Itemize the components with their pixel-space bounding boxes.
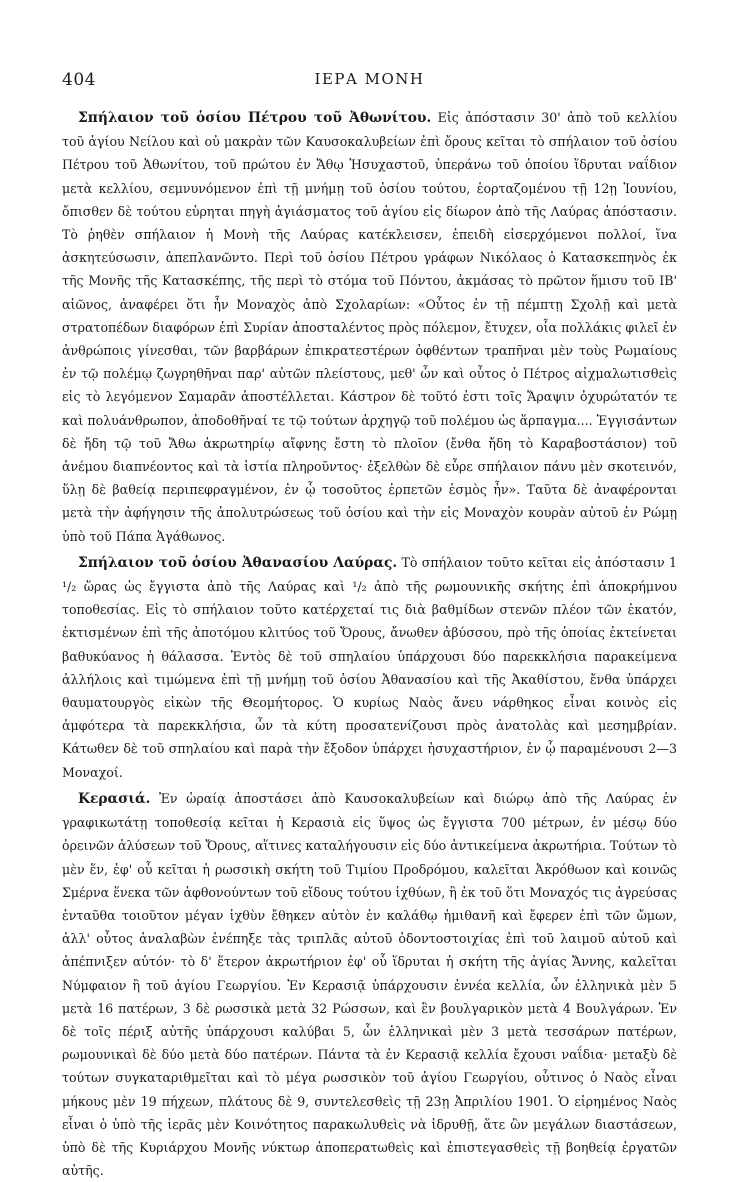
section-text: Ἐν ὡραίᾳ ἀποστάσει ἀπὸ Καυσοκαλυβείων καὶ διώρῳ ἀπὸ τῆς Λαύρας ἐν γραφικωτάτῃ τοποθεσίᾳ κεῖται ἡ Κερασιὰ εἰς ὕψος ὡς ἔγγιστα 700 μέτρων, ἐν μέσῳ δύο ὀρεινῶν ἁλύσεων τοῦ Ὄρους, αἵτινες καταλήγουσιν εἰς δύο ἀντικείμενα ἀκρωτήρια. Τούτων τὸ μὲν ἕν, ἐφ' οὗ κεῖται ἡ ρωσσικὴ σκήτη τοῦ Τιμίου Προδρόμου, καλεῖται Ἀκρόθωον καὶ κοινῶς Σμέρνα ἕνεκα τῶν ἀφθονούντων τοῦ εἴδους τούτου ἰχθύων, ἢ ἐκ τοῦ ὅτι Μοναχός τις ἀγρεύσας ἐνταῦθα τοιοῦτον μέγαν ἰχθὺν ἔθηκεν αὐτὸν ἐν καλάθῳ ἡμιθανῆ καὶ ἔφερεν ἐπὶ τῶν ὤμων, ἀλλ' οὗτος ἀναλαβὼν ἐνέπηξε τὰς τριπλᾶς αὐτοῦ ὀδοντοστοιχίας ἐπὶ τοῦ λαιμοῦ αὐτοῦ καὶ ἀπέπνιξεν αὐτόν· τὸ δ' ἕτερον ἀκρωτήριον ἐφ' οὗ ἵδρυται ἡ σκήτη τῆς ἁγίας Ἄννης, καλεῖται Νύμφαιον ἢ τοῦ ἁγίου Γεωργίου. Ἐν Κερασιᾷ ὑπάρχουσιν ἐννέα κελλία, ὧν ἑλληνικὰ μὲν 5 μετὰ 16 πατέρων, 3 δὲ ρωσσικὰ μετὰ 32 Ρώσσων, καὶ ἓν βουλγαρικὸν μετὰ 4 Βουλγάρων. Ἐν δὲ τοῖς πέριξ αὐτῆς ὑπάρχουσι καλύβαι 5, ὧν ἑλληνικαὶ μὲν 3 μετὰ τεσσάρων πατέρων, ρωμουνικαὶ δὲ δύο μετὰ δύο πατέρων. Πάντα τὰ ἐν Κερασιᾷ κελλία ἔχουσι ναΐδια· μεταξὺ δὲ τούτων συγκαταριθμεῖται καὶ τὸ μέγα ρωσσικὸν τοῦ ἁγίου Γεωργίου, οὗτινος ὁ Ναὸς εἶναι μήκους μὲν 19 πήχεων, πλάτους δὲ 9, συντελεσθεὶς τῇ 23ῃ Ἀπριλίου 1901. Ὁ εἰρημένος Ναὸς εἶναι ὁ ὑπὸ τῆς ἱερᾶς μὲν Κοινότητος παρακωλυθεὶς νὰ ἱδρυθῇ, ἅτε ὢν μεγάλων διαστάσεων, ὑπὸ δὲ τῆς Κυριάρχου Μονῆς νύκτωρ ἀποπερατωθεὶς καὶ ἐπιστεγασθεὶς τῇ βοηθείᾳ ἐργατῶν αὐτῆς. — [62, 790, 677, 1179]
section-text: Τὸ σπήλαιον τοῦτο κεῖται εἰς ἀπόστασιν 1 ¹/₂ ὥρας ὡς ἔγγιστα ἀπὸ τῆς Λαύρας καὶ ¹/₂ ἀπὸ τῆς ρωμουνικῆς σκήτης ἐπὶ ἀποκρήμνου τοποθεσίας. Εἰς τὸ σπήλαιον τοῦτο κατέρχεταί τις διὰ βαθμίδων στενῶν πλέον τῶν ἑκατόν, ἐκτισμένων ἐπὶ τῆς ἀποτόμου κλιτύος τοῦ Ὄρους, ἄνωθεν ἀβύσσου, πρὸ τῆς ὁποίας ἐκτείνεται βαθυκύανος ἡ θάλασσα. Ἐντὸς δὲ τοῦ σπηλαίου ὑπάρχουσι δύο παρεκκλήσια παρακείμενα ἀλλήλοις καὶ τιμώμενα ἐπὶ τῇ μνήμῃ τοῦ ὁσίου Ἀθανασίου καὶ τῆς Ἀκαθίστου, ἔνθα ὑπάρχει θαυματουργὸς εἰκὼν τῆς Θεομήτορος. Ὁ κυρίως Ναὸς ἄνευ νάρθηκος εἶναι κοινὸς εἰς ἀμφότερα τὰ παρεκκλήσια, ὧν τὰ κύτη προσατενίζουσι πρὸς ἀνατολὰς καὶ μεσημβρίαν. Κάτωθεν δὲ τοῦ σπηλαίου καὶ παρὰ τὴν ἔξοδον ὑπάρχει ἡσυχαστήριον, ἐν ᾧ παραμένουσι 2—3 Μοναχοί. — [62, 554, 677, 780]
section-peter-athonite — [62, 106, 677, 548]
section-title: Σπήλαιον τοῦ ὁσίου Ἀθανασίου Λαύρας. — [78, 554, 398, 571]
page-number: 404 — [62, 70, 96, 90]
section-title: Σπήλαιον τοῦ ὁσίου Πέτρου τοῦ Ἀθωνίτου. — [78, 110, 432, 126]
section-kerasia — [62, 787, 677, 1182]
running-title: ΙΕΡΑ ΜΟΝΗ — [314, 70, 425, 88]
section-text: Εἰς ἀπόστασιν 30' ἀπὸ τοῦ κελλίου τοῦ ἁγίου Νείλου καὶ οὐ μακρὰν τῶν Καυσοκαλυβείων ἐπὶ ὄρους κεῖται τὸ σπήλαιον τοῦ ὁσίου Πέτρου τοῦ Ἀθωνίτου, τοῦ πρώτου ἐν Ἄθῳ Ἡσυχαστοῦ, ὑπεράνω τοῦ ὁποίου ἵδρυται ναΐδιον μετὰ κελλίου, σεμνυνόμενον ἐπὶ τῇ μνήμῃ τοῦ ὁσίου τούτου, ἑορταζομένου τῇ 12ῃ Ἰουνίου, ὄπισθεν δὲ τούτου εὑρηται πηγὴ ἁγιάσματος τοῦ ἁγίου εἰς δίωρον ἀπὸ τῆς Λαύρας ἀπόστασιν. Τὸ ῥηθὲν σπήλαιον ἡ Μονὴ τῆς Λαύρας κατέκλεισεν, ἐπειδὴ εἰσερχόμενοι πολλοί, ἵνα ἀσκητεύσωσιν, ἀπεπλανῶντο. Περὶ τοῦ ὁσίου Πέτρου γράφων Νικόλαος ὁ Κατασκεπηνὸς ἐκ τῆς Μονῆς τῆς Κατασκέπης, τῆς περὶ τὸ στόμα τοῦ Πόντου, ἀκμάσας τὸ πρῶτον ἥμισυ τοῦ ΙΒ' αἰῶνος, ἀναφέρει ὅτι ἦν Μοναχὸς ἀπὸ Σχολαρίων: «Οὗτος ἐν τῇ πέμπτῃ Σχολῇ καὶ μετὰ στρατοπέδων διαφόρων ἐπὶ Συρίαν ἀποσταλέντος πρὸς πόλεμον, ἔτυχεν, οἷα πολλάκις φιλεῖ ἐν ἀνθρώποις γίνεσθαι, τῶν βαρβάρων ἐπικρατεστέρων ὀφθέντων τραπῆναι μὲν τοὺς Ρωμαίους ἐν τῷ πολέμῳ ζωγρηθῆναι παρ' αὐτῶν πλείστους, μεθ' ὧν καὶ οὗτος ὁ Πέτρος αἰχμαλωτισθεὶς εἰς τὸ λεγόμενον Σαμαρᾶν ἀποστέλλεται. Κάστρον δὲ τοῦτό ἐστι τοῖς Ἄραψιν ὀχυρώτατόν τε καὶ πολυάνθρωπον, ἀποδοθῆναί τε τῷ τούτων ἀρχηγῷ τοῦ πολέμου ὡς ἅρπαγμα.... Ἐγγισάντων δὲ ἤδη τῷ τοῦ Ἄθω ἀκρωτηρίῳ αἴφνης ἔστη τὸ πλοῖον (ἔνθα ἤδη τὸ Καραβοστάσιον) τοῦ ἀνέμου διαπνέοντος καὶ τὰ ἱστία πληροῦντος· ἐξελθὼν δὲ εὗρε σπήλαιον πάνυ μὲν σκοτεινόν, ὕλῃ δὲ βαθείᾳ περιπεφραγμένον, ἐν ᾧ τοσοῦτος ἐρπετῶν ἑσμὸς ἦν». Ταῦτα δὲ ἀναφέρονται μετὰ τὴν ἀφήγησιν τῆς ἀπολυτρώσεως τοῦ ὁσίου καὶ τὴν εἰς Μοναχὸν κουρὰν αὐτοῦ ἐν Ρώμῃ ὑπὸ τοῦ Πάπα Ἀγάθωνος. — [62, 110, 677, 544]
section-athanasius-lavra — [62, 551, 677, 784]
page-header — [62, 62, 677, 92]
section-title: Κερασιά. — [78, 790, 151, 807]
